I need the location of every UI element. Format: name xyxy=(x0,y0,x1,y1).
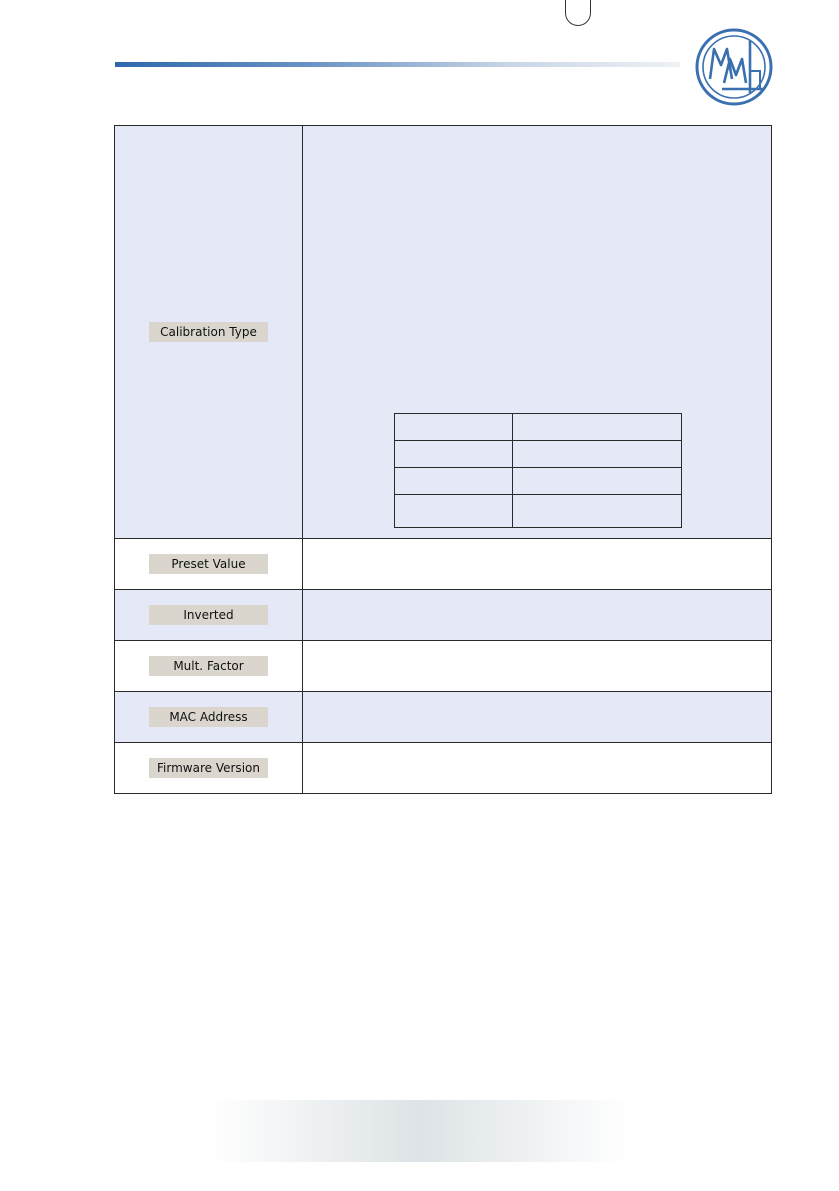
calibration-type-button[interactable]: Calibration Type xyxy=(149,322,268,342)
description-cell xyxy=(303,692,772,743)
table-cell xyxy=(513,414,682,441)
table-cell xyxy=(395,495,513,528)
table-cell xyxy=(395,441,513,468)
mult-factor-button[interactable]: Mult. Factor xyxy=(149,656,268,676)
table-cell xyxy=(395,414,513,441)
firmware-version-button[interactable]: Firmware Version xyxy=(149,758,268,778)
parameters-table xyxy=(114,125,772,794)
row-mult-factor xyxy=(115,641,772,692)
calibration-type-table xyxy=(394,413,682,528)
page-punch-hole xyxy=(565,0,591,26)
table-row xyxy=(395,495,682,528)
table-cell xyxy=(513,495,682,528)
company-logo-icon xyxy=(694,27,774,107)
description-text xyxy=(303,554,771,574)
label-cell xyxy=(115,692,303,743)
label-cell xyxy=(115,641,303,692)
description-text xyxy=(303,758,771,778)
row-calibration-type xyxy=(115,126,772,539)
calibration-description xyxy=(303,126,771,538)
label-cell xyxy=(115,743,303,794)
mac-address-button[interactable]: MAC Address xyxy=(149,707,268,727)
description-cell xyxy=(303,539,772,590)
header-rule xyxy=(115,62,680,67)
row-mac-address xyxy=(115,692,772,743)
description-text xyxy=(303,656,771,676)
table-row xyxy=(395,441,682,468)
label-cell xyxy=(115,539,303,590)
table-cell xyxy=(513,441,682,468)
description-text xyxy=(303,126,771,146)
label-cell xyxy=(115,126,303,539)
label-cell xyxy=(115,590,303,641)
description-cell xyxy=(303,641,772,692)
inverted-button[interactable]: Inverted xyxy=(149,605,268,625)
description-cell xyxy=(303,590,772,641)
row-firmware-version xyxy=(115,743,772,794)
row-preset-value xyxy=(115,539,772,590)
table-row xyxy=(395,468,682,495)
table-row xyxy=(395,414,682,441)
row-inverted xyxy=(115,590,772,641)
description-text xyxy=(303,707,771,727)
footer-band xyxy=(0,1100,839,1162)
table-cell xyxy=(513,468,682,495)
description-text xyxy=(303,605,771,625)
preset-value-button[interactable]: Preset Value xyxy=(149,554,268,574)
description-cell xyxy=(303,126,772,539)
table-cell xyxy=(395,468,513,495)
description-cell xyxy=(303,743,772,794)
